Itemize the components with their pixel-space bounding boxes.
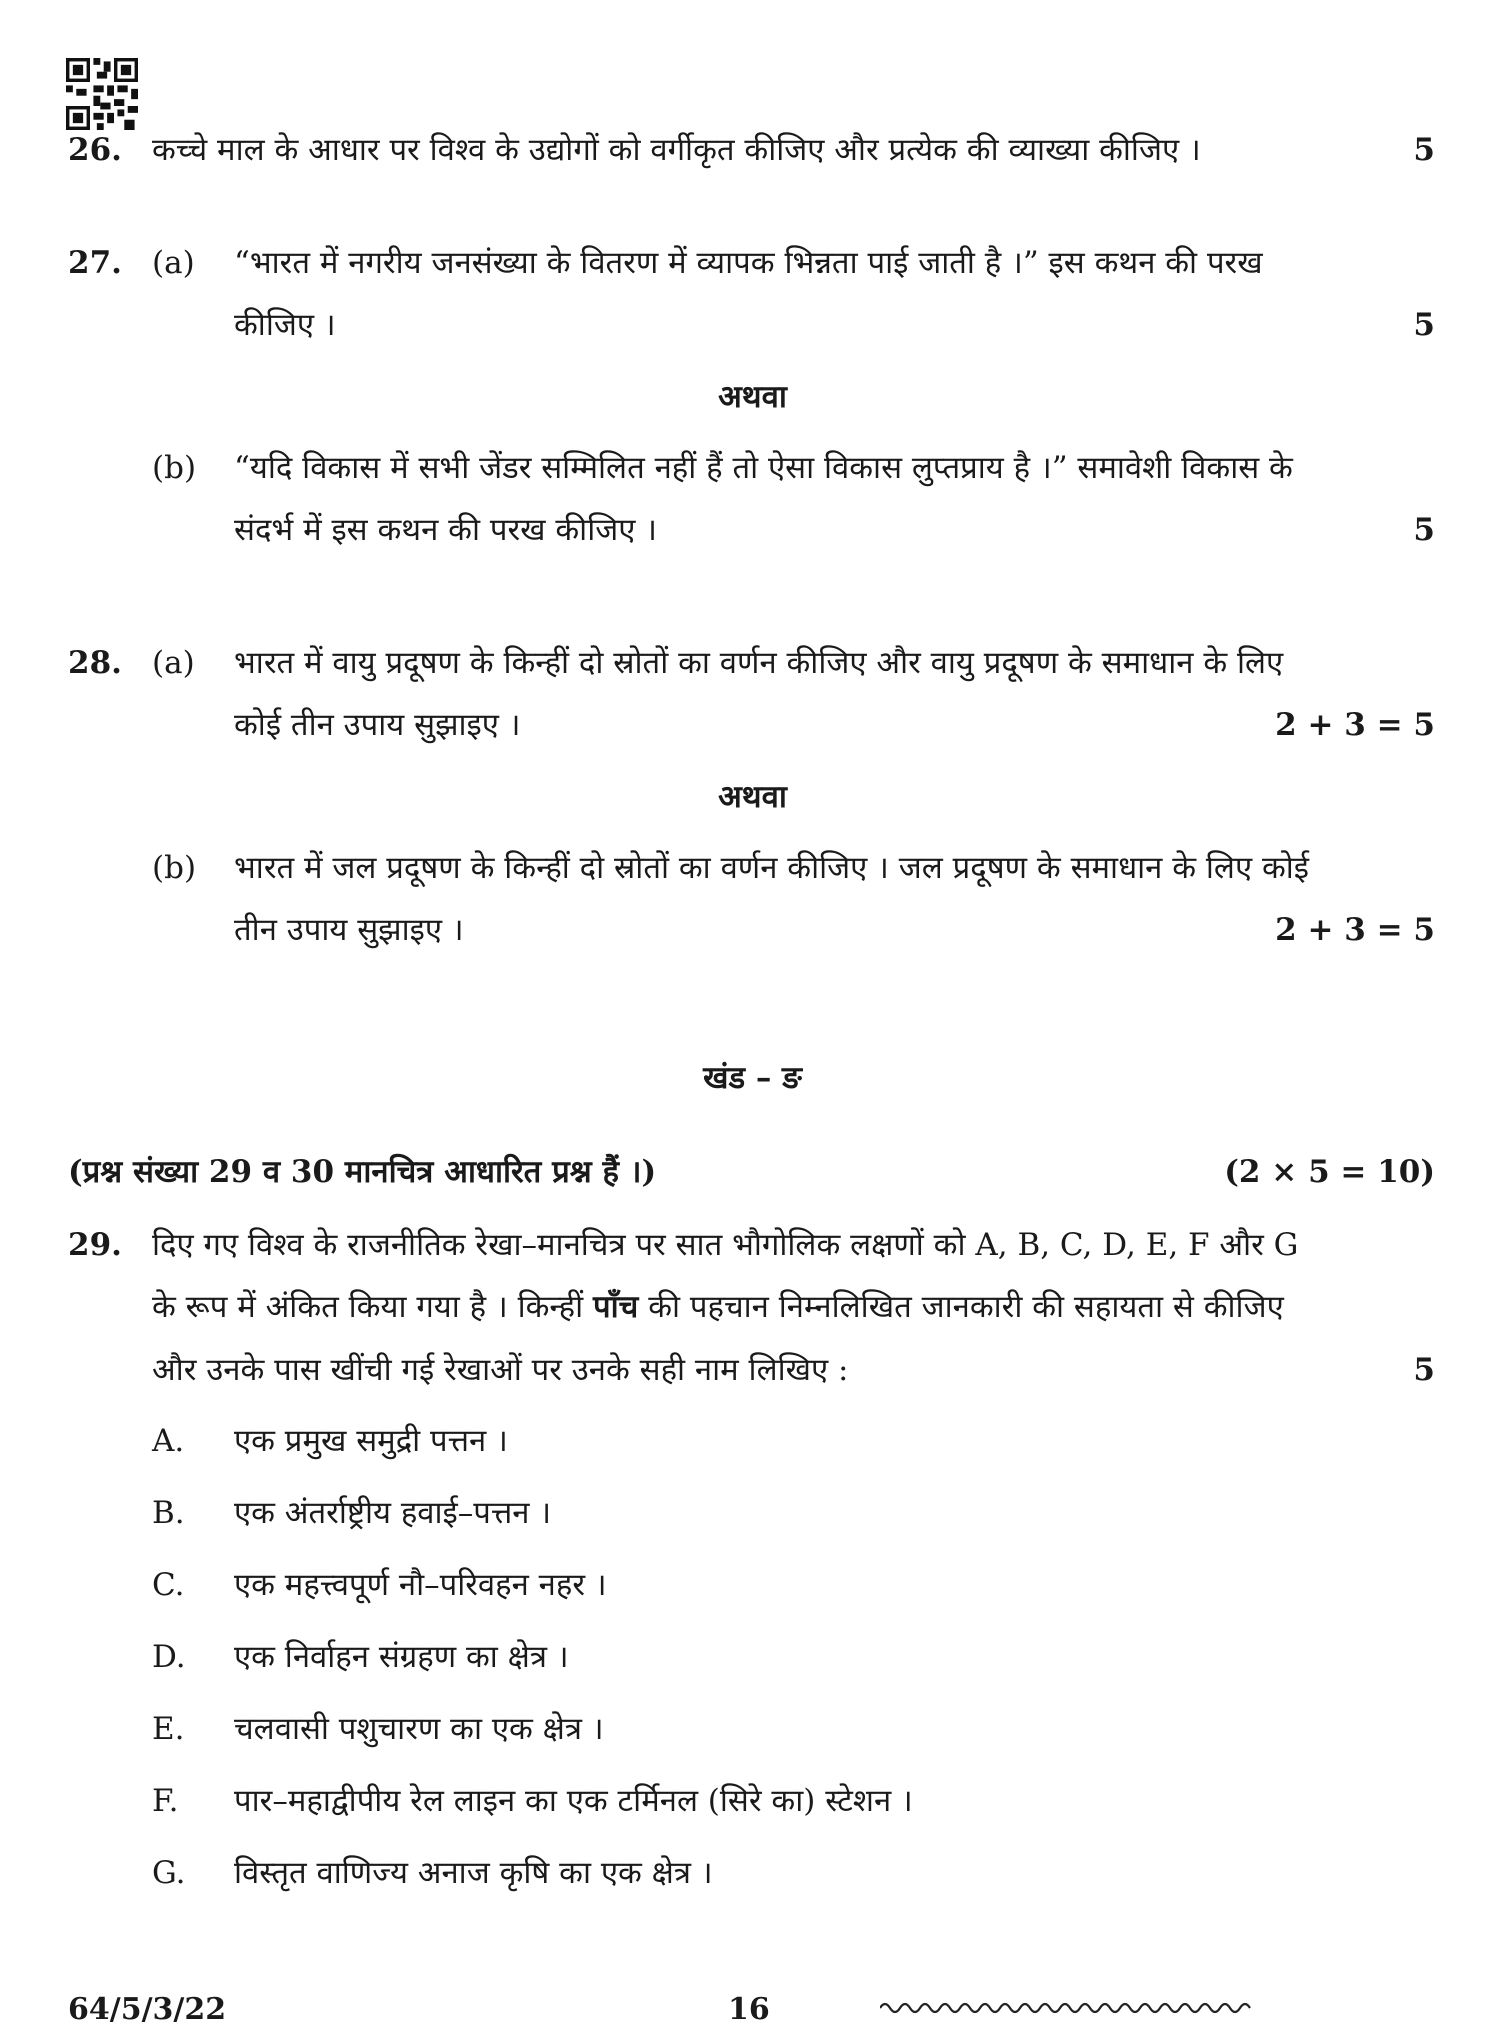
list-item-label: D. xyxy=(152,1639,186,1675)
list-item-label: G. xyxy=(152,1855,186,1891)
wavy-line-decoration xyxy=(880,1996,1260,2020)
question-number: 28. xyxy=(68,645,122,681)
marks: 5 xyxy=(1413,1352,1435,1388)
list-item-label: C. xyxy=(152,1567,185,1603)
question-text: भारत में जल प्रदूषण के किन्हीं दो स्रोतों का वर्णन कीजिए । जल प्रदूषण के समाधान के लिए कोई xyxy=(234,850,1310,886)
emphasis-text: पाँच xyxy=(593,1289,639,1325)
list-item: एक महत्त्वपूर्ण नौ–परिवहन नहर । xyxy=(234,1567,607,1603)
list-item: विस्तृत वाणिज्य अनाज कृषि का एक क्षेत्र । xyxy=(234,1855,713,1891)
paper-code: 64/5/3/22 xyxy=(68,1992,227,2027)
marks: 5 xyxy=(1413,307,1435,343)
marks: 2 + 3 = 5 xyxy=(1275,912,1435,948)
question-text: और उनके पास खींची गई रेखाओं पर उनके सही नाम लिखिए : xyxy=(152,1352,849,1388)
sub-question-label: (b) xyxy=(152,450,197,486)
question-text: कोई तीन उपाय सुझाइए । xyxy=(234,707,521,743)
list-item-label: E. xyxy=(152,1711,185,1747)
question-text xyxy=(152,1287,1284,1327)
question-text: कच्चे माल के आधार पर विश्व के उद्योगों को वर्गीकृत कीजिए और प्रत्येक की व्याख्या कीजिए । xyxy=(152,132,1201,168)
page-number: 16 xyxy=(728,1992,770,2027)
section-marks: (2 × 5 = 10) xyxy=(1224,1154,1435,1190)
marks: 5 xyxy=(1413,512,1435,548)
question-text: “यदि विकास में सभी जेंडर सम्मिलित नहीं हैं तो ऐसा विकास लुप्तप्राय है ।” समावेशी विकास के xyxy=(234,450,1293,486)
list-item-label: B. xyxy=(152,1495,185,1531)
section-note: (प्रश्न संख्या 29 व 30 मानचित्र आधारित प्रश्न हैं ।) xyxy=(68,1154,657,1190)
list-item: चलवासी पशुचारण का एक क्षेत्र । xyxy=(234,1711,604,1747)
sub-question-label: (a) xyxy=(152,245,195,281)
question-number: 29. xyxy=(68,1227,122,1263)
sub-question-label: (b) xyxy=(152,850,197,886)
question-text-part: के रूप में अंकित किया गया है । किन्हीं xyxy=(152,1289,594,1325)
question-number: 26. xyxy=(68,132,122,168)
list-item-label: F. xyxy=(152,1783,179,1819)
question-text: तीन उपाय सुझाइए । xyxy=(234,912,464,948)
question-text: दिए गए विश्व के राजनीतिक रेखा–मानचित्र पर सात भौगोलिक लक्षणों को A, B, C, D, E, F और G xyxy=(152,1227,1299,1263)
marks: 2 + 3 = 5 xyxy=(1275,707,1435,743)
list-item: एक अंतर्राष्ट्रीय हवाई–पत्तन । xyxy=(234,1495,552,1531)
marks: 5 xyxy=(1413,132,1435,168)
sub-question-label: (a) xyxy=(152,645,195,681)
list-item-label: A. xyxy=(152,1423,185,1459)
list-item: एक प्रमुख समुद्री पत्तन । xyxy=(234,1423,508,1459)
question-text: कीजिए । xyxy=(234,307,336,343)
list-item: पार–महाद्वीपीय रेल लाइन का एक टर्मिनल (सिरे का) स्टेशन । xyxy=(234,1783,913,1819)
question-text-part: की पहचान निम्नलिखित जानकारी की सहायता से कीजिए xyxy=(638,1289,1284,1325)
section-title: खंड – ङ xyxy=(703,1060,802,1096)
question-number: 27. xyxy=(68,245,122,281)
or-separator: अथवा xyxy=(718,779,787,815)
question-text: संदर्भ में इस कथन की परख कीजिए । xyxy=(234,512,657,548)
question-text: “भारत में नगरीय जनसंख्या के वितरण में व्यापक भिन्नता पाई जाती है ।” इस कथन की परख xyxy=(234,245,1263,281)
list-item: एक निर्वाहन संग्रहण का क्षेत्र । xyxy=(234,1639,569,1675)
qr-code-icon xyxy=(66,58,138,130)
or-separator: अथवा xyxy=(718,379,787,415)
question-text: भारत में वायु प्रदूषण के किन्हीं दो स्रोतों का वर्णन कीजिए और वायु प्रदूषण के समाधान के लिए xyxy=(234,645,1284,681)
